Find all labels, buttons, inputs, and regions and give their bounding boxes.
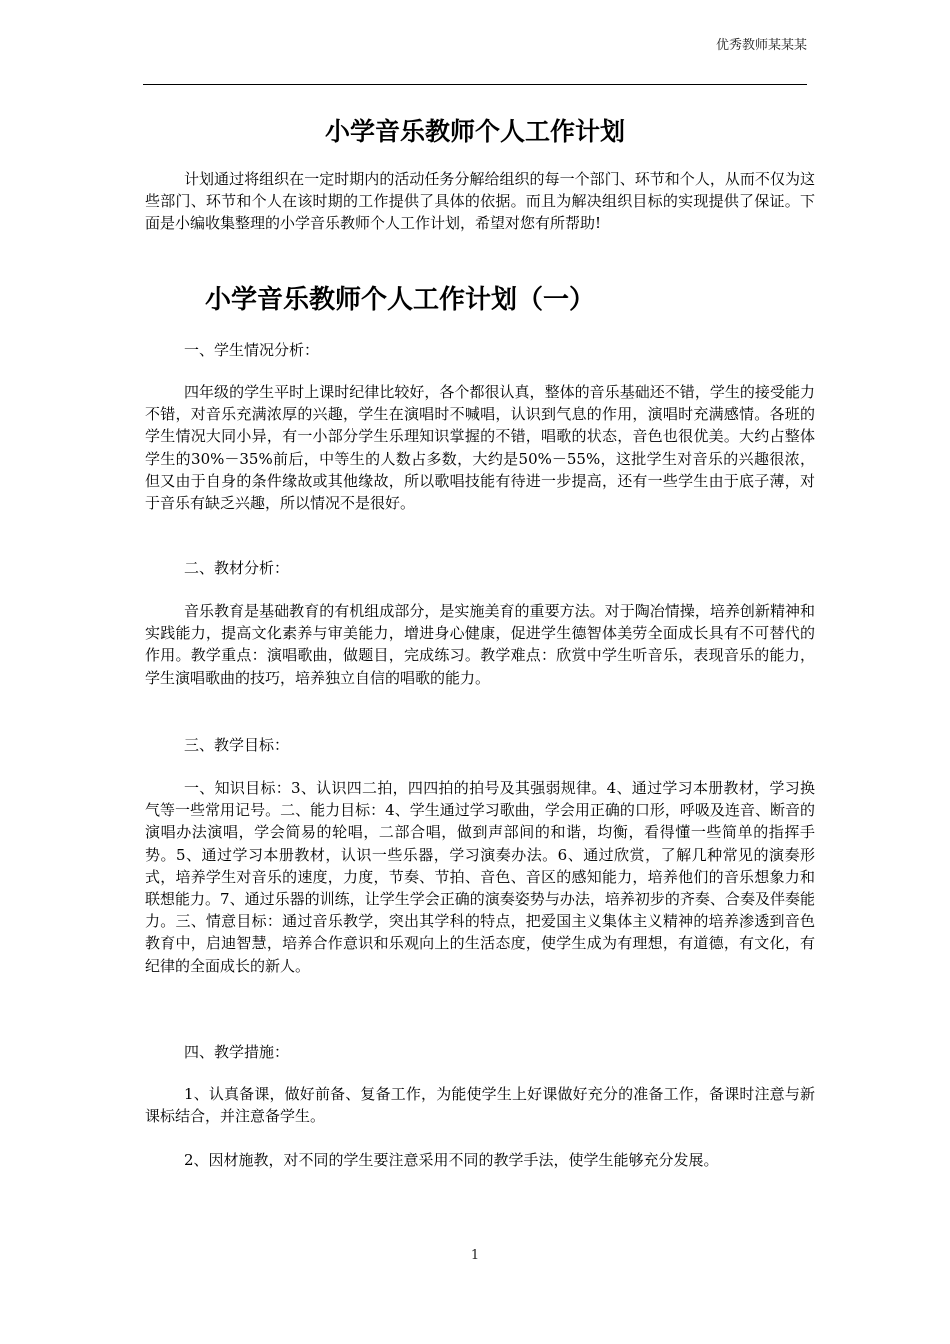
paragraph-measure-2: 2、因材施教，对不同的学生要注意采用不同的教学手法，使学生能够充分发展。 bbox=[184, 1151, 719, 1169]
heading-teaching-goals: 三、教学目标： bbox=[184, 736, 290, 754]
heading-textbook-analysis: 二、教材分析： bbox=[184, 559, 290, 577]
intro-paragraph: 计划通过将组织在一定时期内的活动任务分解给组织的每一个部门、环节和个人，从而不仅为这些部门、环节和个人在该时期的工作提供了具体的依据。而且为解决组织目标的实现提供了保证。下面是小编收集整理的小学音乐教师个人工作计划，希望对您有所帮助! bbox=[145, 170, 815, 233]
paragraph-textbook-analysis: 音乐教育是基础教育的有机组成部分，是实施美育的重要方法。对于陶冶情操，培养创新精神和实践能力，提高文化素养与审美能力，增进身心健康，促进学生德智体美劳全面成长具有不可替代的作用。教学重点：演唱歌曲，做题目，完成练习。教学难点：欣赏中学生听音乐，表现音乐的能力，学生演唱歌曲的技巧，培养独立自信的唱歌的能力。 bbox=[145, 602, 815, 687]
header-author: 优秀教师某某某 bbox=[715, 38, 807, 53]
page-number: 1 bbox=[470, 1248, 480, 1263]
paragraph-teaching-goals: 一、知识目标：3、认识四二拍，四四拍的拍号及其强弱规律。4、通过学习本册教材，学习换气等一些常用记号。二、能力目标：4、学生通过学习歌曲，学会用正确的口形，呼吸及连音、断音的演唱办法演唱，学会简易的轮唱，二部合唱，做到声部间的和谐，均衡，看得懂一些简单的指挥手势。5、通过学习本册教材，认识一些乐器，学习演奏办法。6、通过欣赏，了解几种常见的演奏形式，培养学生对音乐的速度，力度，节奏、节拍、音色、音区的感知能力，培养他们的音乐想象力和联想能力。7、通过乐器的训练，让学生学会正确的演奏姿势与办法，培养初步的齐奏、合奏及伴奏能力。三、情意目标：通过音乐教学，突出其学科的特点，把爱国主义集体主义精神的培养渗透到音色教育中，启迪智慧，培养合作意识和乐观向上的生活态度，使学生成为有理想，有道德，有文化，有纪律的全面成长的新人。 bbox=[145, 779, 815, 975]
heading-teaching-measures: 四、教学措施： bbox=[184, 1043, 290, 1061]
paragraph-student-analysis: 四年级的学生平时上课时纪律比较好，各个都很认真，整体的音乐基础还不错，学生的接受能力不错，对音乐充满浓厚的兴趣，学生在演唱时不喊唱，认识到气息的作用，演唱时充满感情。各班的学生情况大同小异，有一小部分学生乐理知识掌握的不错，唱歌的状态，音色也很优美。大约占整体学生的30%－35%前后，中等生的人数占多数，大约是50%－55%，这批学生对音乐的兴趣很浓，但又由于自身的条件缘故或其他缘故，所以歌唱技能有待进一步提高，还有一些学生由于底子薄，对于音乐有缺乏兴趣，所以情况不是很好。 bbox=[145, 383, 815, 513]
paragraph-measure-1: 1、认真备课，做好前备、复备工作，为能使学生上好课做好充分的准备工作，备课时注意与新课标结合，并注意备学生。 bbox=[145, 1085, 815, 1126]
heading-student-analysis: 一、学生情况分析： bbox=[184, 341, 320, 359]
header-divider bbox=[143, 84, 807, 85]
section-title: 小学音乐教师个人工作计划（一） bbox=[205, 285, 596, 315]
document-title: 小学音乐教师个人工作计划 bbox=[324, 117, 625, 146]
